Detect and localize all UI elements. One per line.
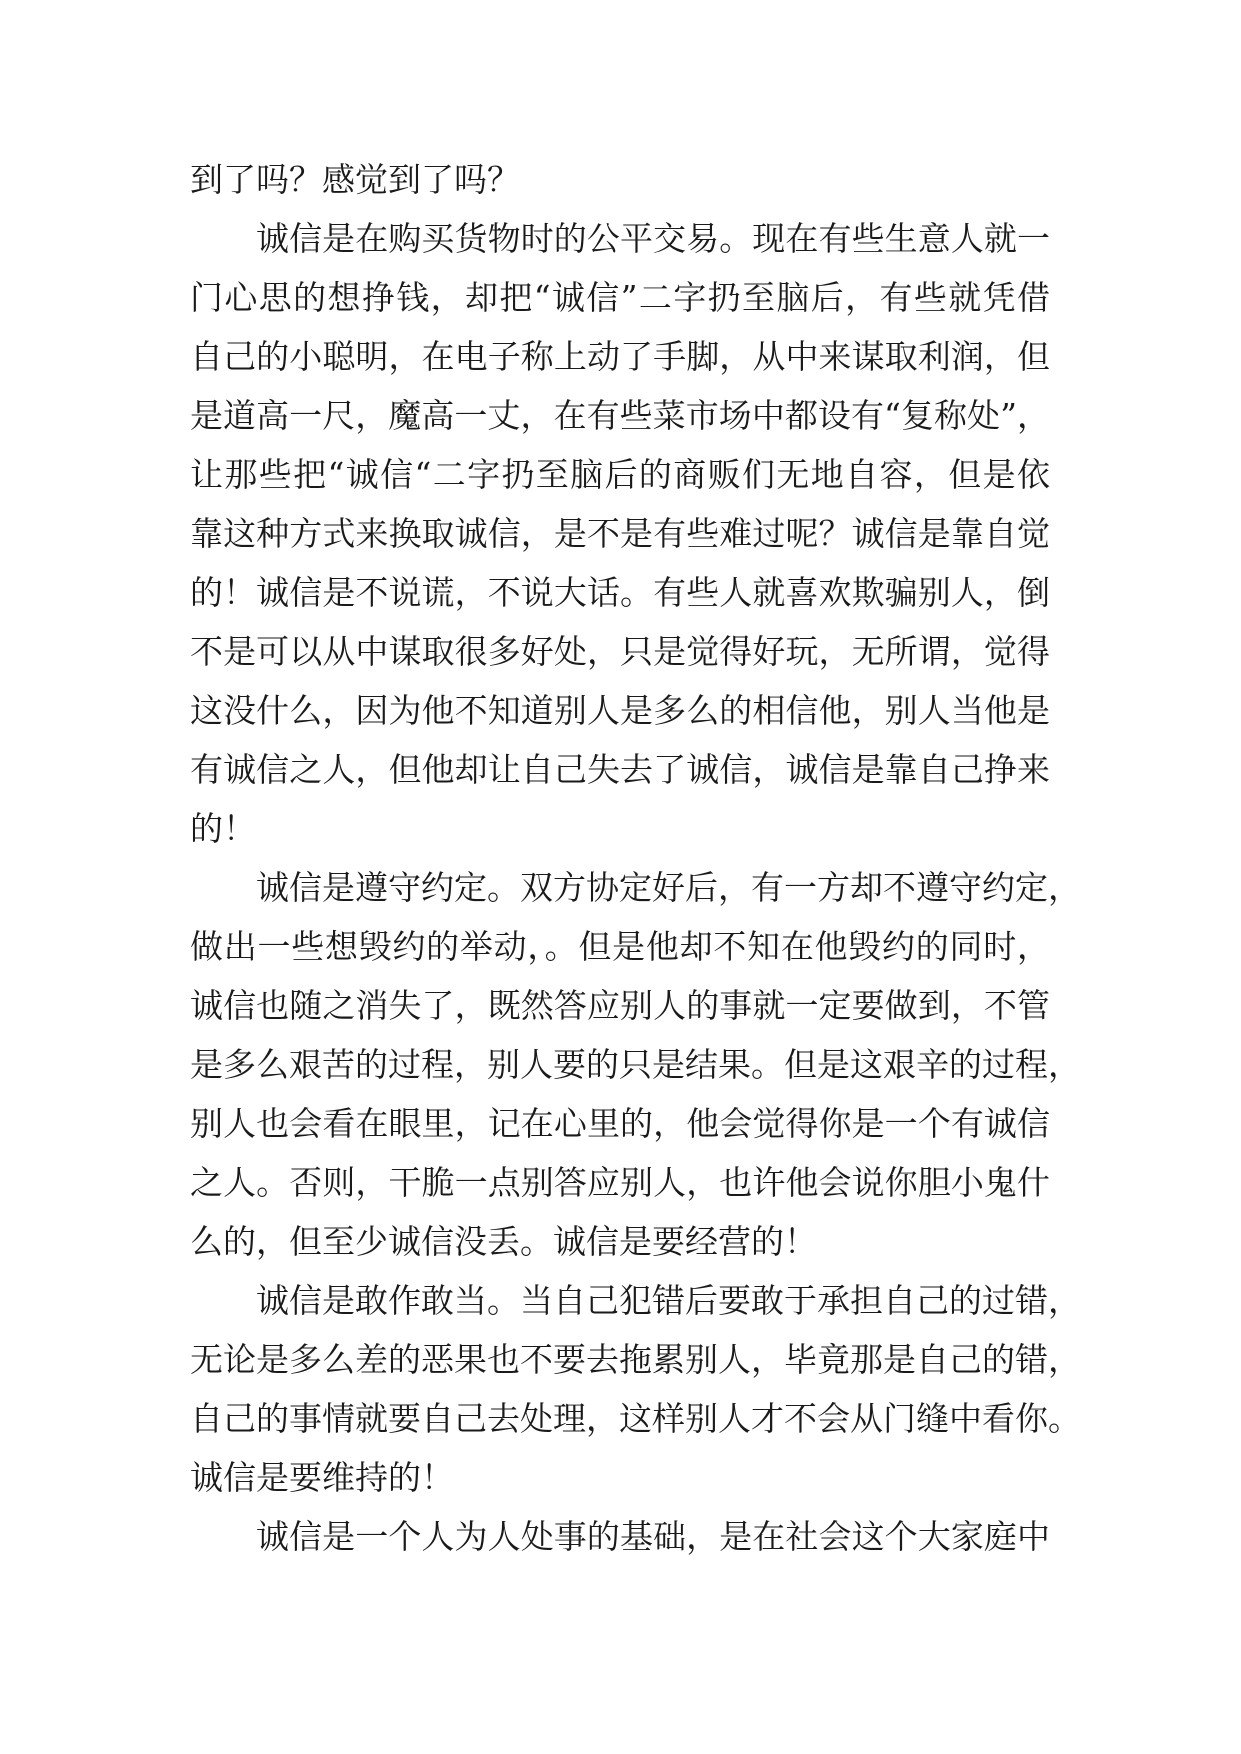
text-line: 让那些把“诚信“二字扔至脑后的商贩们无地自容，但是依 — [190, 455, 1050, 494]
text-line: 靠这种方式来换取诚信，是不是有些难过呢？诚信是靠自觉 — [190, 514, 1050, 553]
text-line: 是道高一尺，魔高一丈，在有些菜市场中都设有“复称处”， — [190, 396, 1050, 435]
text-line: 是多么艰苦的过程，别人要的只是结果。但是这艰辛的过程， — [190, 1045, 1081, 1084]
text-line: 的！ — [190, 809, 256, 848]
text-line: 诚信是要维持的！ — [190, 1458, 454, 1497]
paragraph-first-line: 诚信是在购买货物时的公平交易。现在有些生意人就一 — [256, 219, 1050, 258]
paragraph-first-line: 诚信是敢作敢当。当自己犯错后要敢于承担自己的过错， — [256, 1281, 1081, 1320]
body-text — [190, 150, 1081, 1566]
text-line: 诚信也随之消失了，既然答应别人的事就一定要做到，不管 — [190, 986, 1050, 1025]
text-line: 自己的事情就要自己去处理，这样别人才不会从门缝中看你。 — [190, 1399, 1081, 1438]
text-line: 不是可以从中谋取很多好处，只是觉得好玩，无所谓，觉得 — [190, 632, 1050, 671]
text-line: 到了吗？感觉到了吗？ — [190, 160, 520, 199]
paragraph-first-line: 诚信是一个人为人处事的基础，是在社会这个大家庭中 — [256, 1517, 1050, 1556]
text-line: 门心思的想挣钱，却把“诚信”二字扔至脑后，有些就凭借 — [190, 278, 1050, 317]
text-line: 之人。否则，干脆一点别答应别人，也许他会说你胆小鬼什 — [190, 1163, 1050, 1202]
text-line: 这没什么，因为他不知道别人是多么的相信他，别人当他是 — [190, 691, 1050, 730]
text-line: 自己的小聪明，在电子称上动了手脚，从中来谋取利润，但 — [190, 337, 1050, 376]
paragraph-first-line: 诚信是遵守约定。双方协定好后，有一方却不遵守约定， — [256, 868, 1081, 907]
text-line: 的！诚信是不说谎，不说大话。有些人就喜欢欺骗别人，倒 — [190, 573, 1050, 612]
text-line: 么的，但至少诚信没丢。诚信是要经营的！ — [190, 1222, 817, 1261]
text-line: 无论是多么差的恶果也不要去拖累别人，毕竟那是自己的错， — [190, 1340, 1081, 1379]
text-line: 有诚信之人，但他却让自己失去了诚信，诚信是靠自己挣来 — [190, 750, 1050, 789]
text-line: 别人也会看在眼里，记在心里的，他会觉得你是一个有诚信 — [190, 1104, 1050, 1143]
text-line: 做出一些想毁约的举动，。但是他却不知在他毁约的同时， — [190, 927, 1050, 966]
